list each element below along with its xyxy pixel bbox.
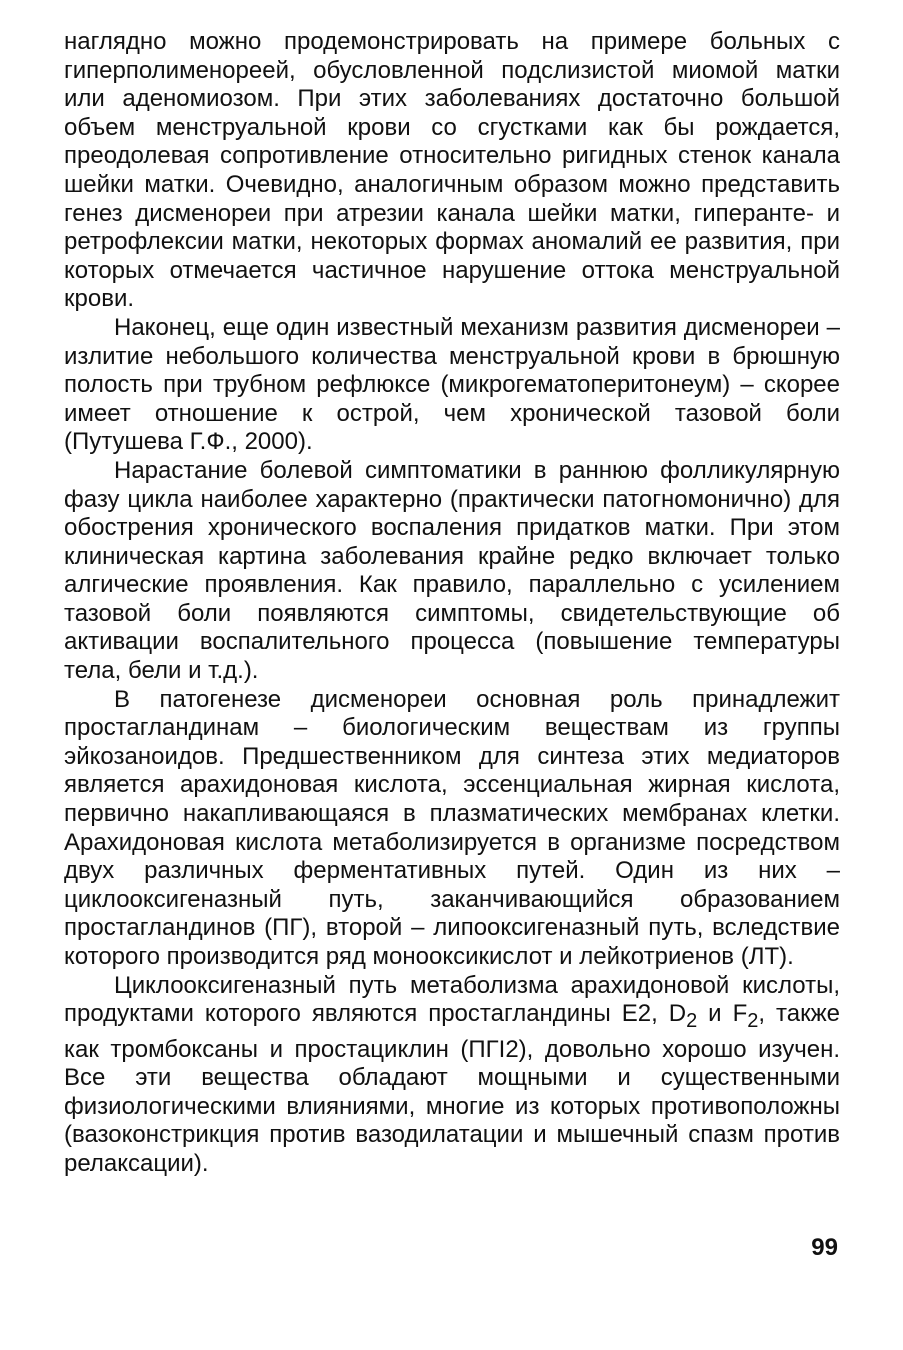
subscript-f-2: 2 — [747, 1009, 759, 1032]
paragraph-4: В патогенезе дисменореи основная роль принадлежит простагландинам – биологическим веществам из группы эйкозаноидов. Предшественником для синтеза этих медиаторов является арахидоновая кислота, эссенциальная жирная кислота, первично накапливающаяся в плазматических мембранах клетки. Арахидоновая кислота метаболизируется в организме посредством двух различных ферментативных путей. Один из них – циклооксигеназный путь, заканчивающийся образованием простагландинов (ПГ), второй – липооксигеназный путь, вследствие которого производится ряд монооксикислот и лейкотриенов (ЛТ). — [64, 685, 840, 970]
body-text — [64, 28, 840, 1179]
paragraph-2: Наконец, еще один известный механизм развития дисменореи – излитие небольшого количества менструальной крови в брюшную полость при трубном рефлюксе (микрогематоперитонеум) – скорее имеет отношение к острой, чем хронической тазовой боли (Путушева Г.Ф., 2000). — [64, 313, 840, 456]
subscript-d-2: 2 — [686, 1009, 698, 1032]
paragraph-1: наглядно можно продемонстрировать на примере больных с гиперполименореей, обусловленной подслизистой миомой матки или аденомиозом. При этих заболеваниях достаточно большой объем менструальной крови со сгустками как бы рождается, преодолевая сопротивление относительно ригидных стенок канала шейки матки. Очевидно, аналогичным образом можно представить генез дисменореи при атрезии канала шейки матки, гиперанте- и ретрофлексии матки, некоторых формах аномалий ее развития, при которых отмечается частичное нарушение оттока менструальной крови. — [64, 28, 840, 313]
paragraph-5-text-c: , также как тромбоксаны и простациклин (ПГI2), довольно хорошо изучен. Все эти вещества обладают мощными и существенными физиологическими влияниями, многие из которых противоположны (вазоконстрикция против вазодилатации и мышечный спазм против релаксации). — [64, 1000, 841, 1177]
paragraph-3: Нарастание болевой симптоматики в раннюю фолликулярную фазу цикла наиболее характерно (практически патогномонично) для обострения хронического воспаления придатков матки. При этом клиническая картина заболевания крайне редко включает только алгические проявления. Как правило, параллельно с усилением тазовой боли появляются симптомы, свидетельствующие об активации воспалительного процесса (повышение температуры тела, бели и т.д.). — [64, 456, 840, 685]
paragraph-5-text-b: и F — [697, 1000, 748, 1028]
paragraph-5-text-a: Циклооксигеназный путь метаболизма арахидоновой кислоты, продуктами которого являются простагландины Е2, D — [64, 971, 840, 1028]
page-number: 99 — [811, 1234, 838, 1261]
paragraph-5 — [64, 972, 840, 1179]
document-page — [64, 28, 840, 1318]
